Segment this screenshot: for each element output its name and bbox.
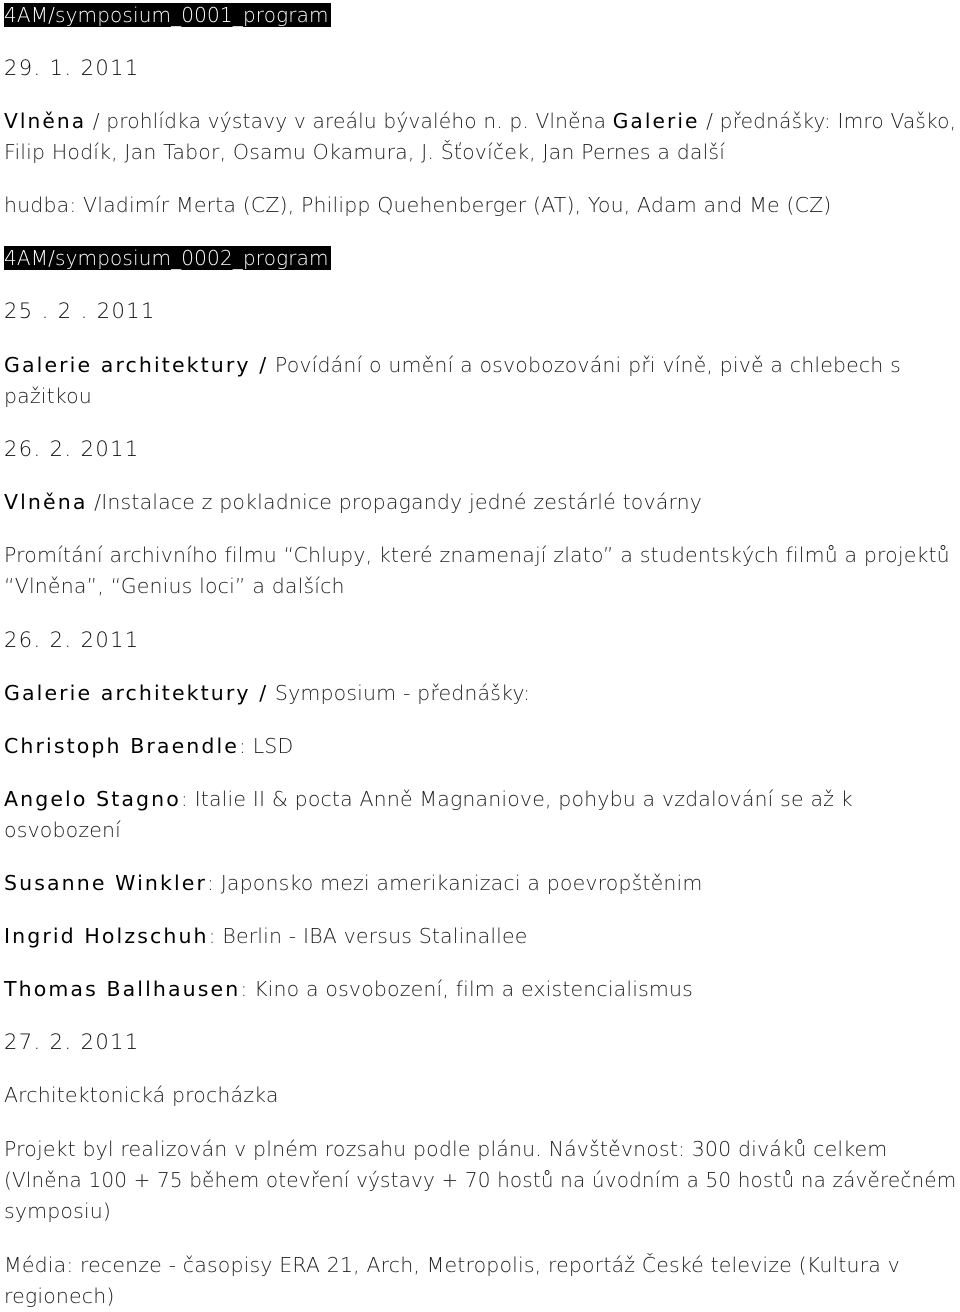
day-1-event: [4, 350, 901, 381]
day-3-event: [4, 678, 530, 709]
venue-galerie: Galerie: [612, 109, 700, 133]
program-2-title: 4AM/symposium_0002_program: [4, 246, 329, 270]
day-1-date: 25 . 2 . 2011: [4, 299, 156, 323]
media-line-2: regionech): [4, 1284, 115, 1308]
lecture-topic: : LSD: [239, 734, 294, 758]
day-2-date: 26. 2. 2011: [4, 437, 140, 461]
venue-vlnena: Vlněna: [4, 109, 87, 133]
lecture-item: [4, 921, 528, 952]
lecture-topic: : Kino a osvobození, film a existencialismus: [240, 977, 693, 1001]
lecture-topic: : Japonsko mezi amerikanizaci a poevropštěnim: [206, 871, 703, 895]
day-2-screening-cont: “Vlněna”, “Genius loci” a dalších: [4, 574, 345, 598]
day-2-venue: Vlněna: [4, 490, 88, 514]
day-2-desc: /Instalace z pokladnice propagandy jedné zestárlé továrny: [87, 490, 703, 514]
summary-line-1: Projekt byl realizován v plném rozsahu podle plánu. Návštěvnost: 300 diváků celkem: [4, 1137, 888, 1161]
day-1-venue: Galerie architektury /: [4, 353, 269, 377]
day-1-desc-cont: pažitkou: [4, 384, 92, 408]
summary-line-2: (Vlněna 100 + 75 během otevření výstavy + 70 hostů na úvodním a 50 hostů na závěrečném: [4, 1168, 957, 1192]
lecture-item: [4, 784, 853, 815]
summary-line-3: symposiu): [4, 1199, 112, 1223]
program-1-speakers: Filip Hodík, Jan Tabor, Osamu Okamura, J. Šťovíček, Jan Pernes a další: [4, 140, 726, 164]
day-1-desc: Povídání o umění a osvobozováni při víně, pivě a chlebech s: [268, 353, 901, 377]
venue-vlnena-desc: / prohlídka výstavy v areálu bývalého n. p. Vlněna: [86, 109, 613, 133]
day-2-event: [4, 487, 702, 518]
lecture-speaker: Susanne Winkler: [4, 871, 207, 895]
program-2-heading: [4, 243, 331, 274]
lecture-topic: : Berlin - IBA versus Stalinallee: [208, 924, 528, 948]
day-3-desc: Symposium - přednášky:: [268, 681, 531, 705]
venue-galerie-desc: / přednášky: Imro Vaško,: [699, 109, 957, 133]
program-1-music: hudba: Vladimír Merta (CZ), Philipp Quehenberger (AT), You, Adam and Me (CZ): [4, 193, 832, 217]
lecture-speaker: Angelo Stagno: [4, 787, 181, 811]
day-4-walk: Architektonická procházka: [4, 1083, 279, 1107]
lecture-item: [4, 731, 293, 762]
lecture-item: [4, 974, 693, 1005]
program-1-date: 29. 1. 2011: [4, 56, 140, 80]
lecture-speaker: Thomas Ballhausen: [4, 977, 241, 1001]
program-1-title: 4AM/symposium_0001_program: [4, 3, 329, 27]
lecture-speaker: Ingrid Holzschuh: [4, 924, 209, 948]
lecture-speaker: Christoph Braendle: [4, 734, 239, 758]
lecture-topic: : Italie II & pocta Anně Magnaniove, pohybu a vzdalování se až k: [180, 787, 853, 811]
day-3-venue: Galerie architektury /: [4, 681, 269, 705]
media-line-1: Média: recenze - časopisy ERA 21, Arch, Metropolis, reportáž České televize (Kultura v: [4, 1253, 900, 1277]
program-1-venues: [4, 106, 956, 137]
lecture-item: [4, 868, 702, 899]
day-3-date: 26. 2. 2011: [4, 628, 140, 652]
day-2-screening: Promítání archivního filmu “Chlupy, které znamenají zlato” a studentských filmů a projektů: [4, 543, 950, 567]
day-4-date: 27. 2. 2011: [4, 1030, 140, 1054]
lecture-topic-cont: osvobození: [4, 818, 122, 842]
program-1-heading: [4, 0, 331, 31]
